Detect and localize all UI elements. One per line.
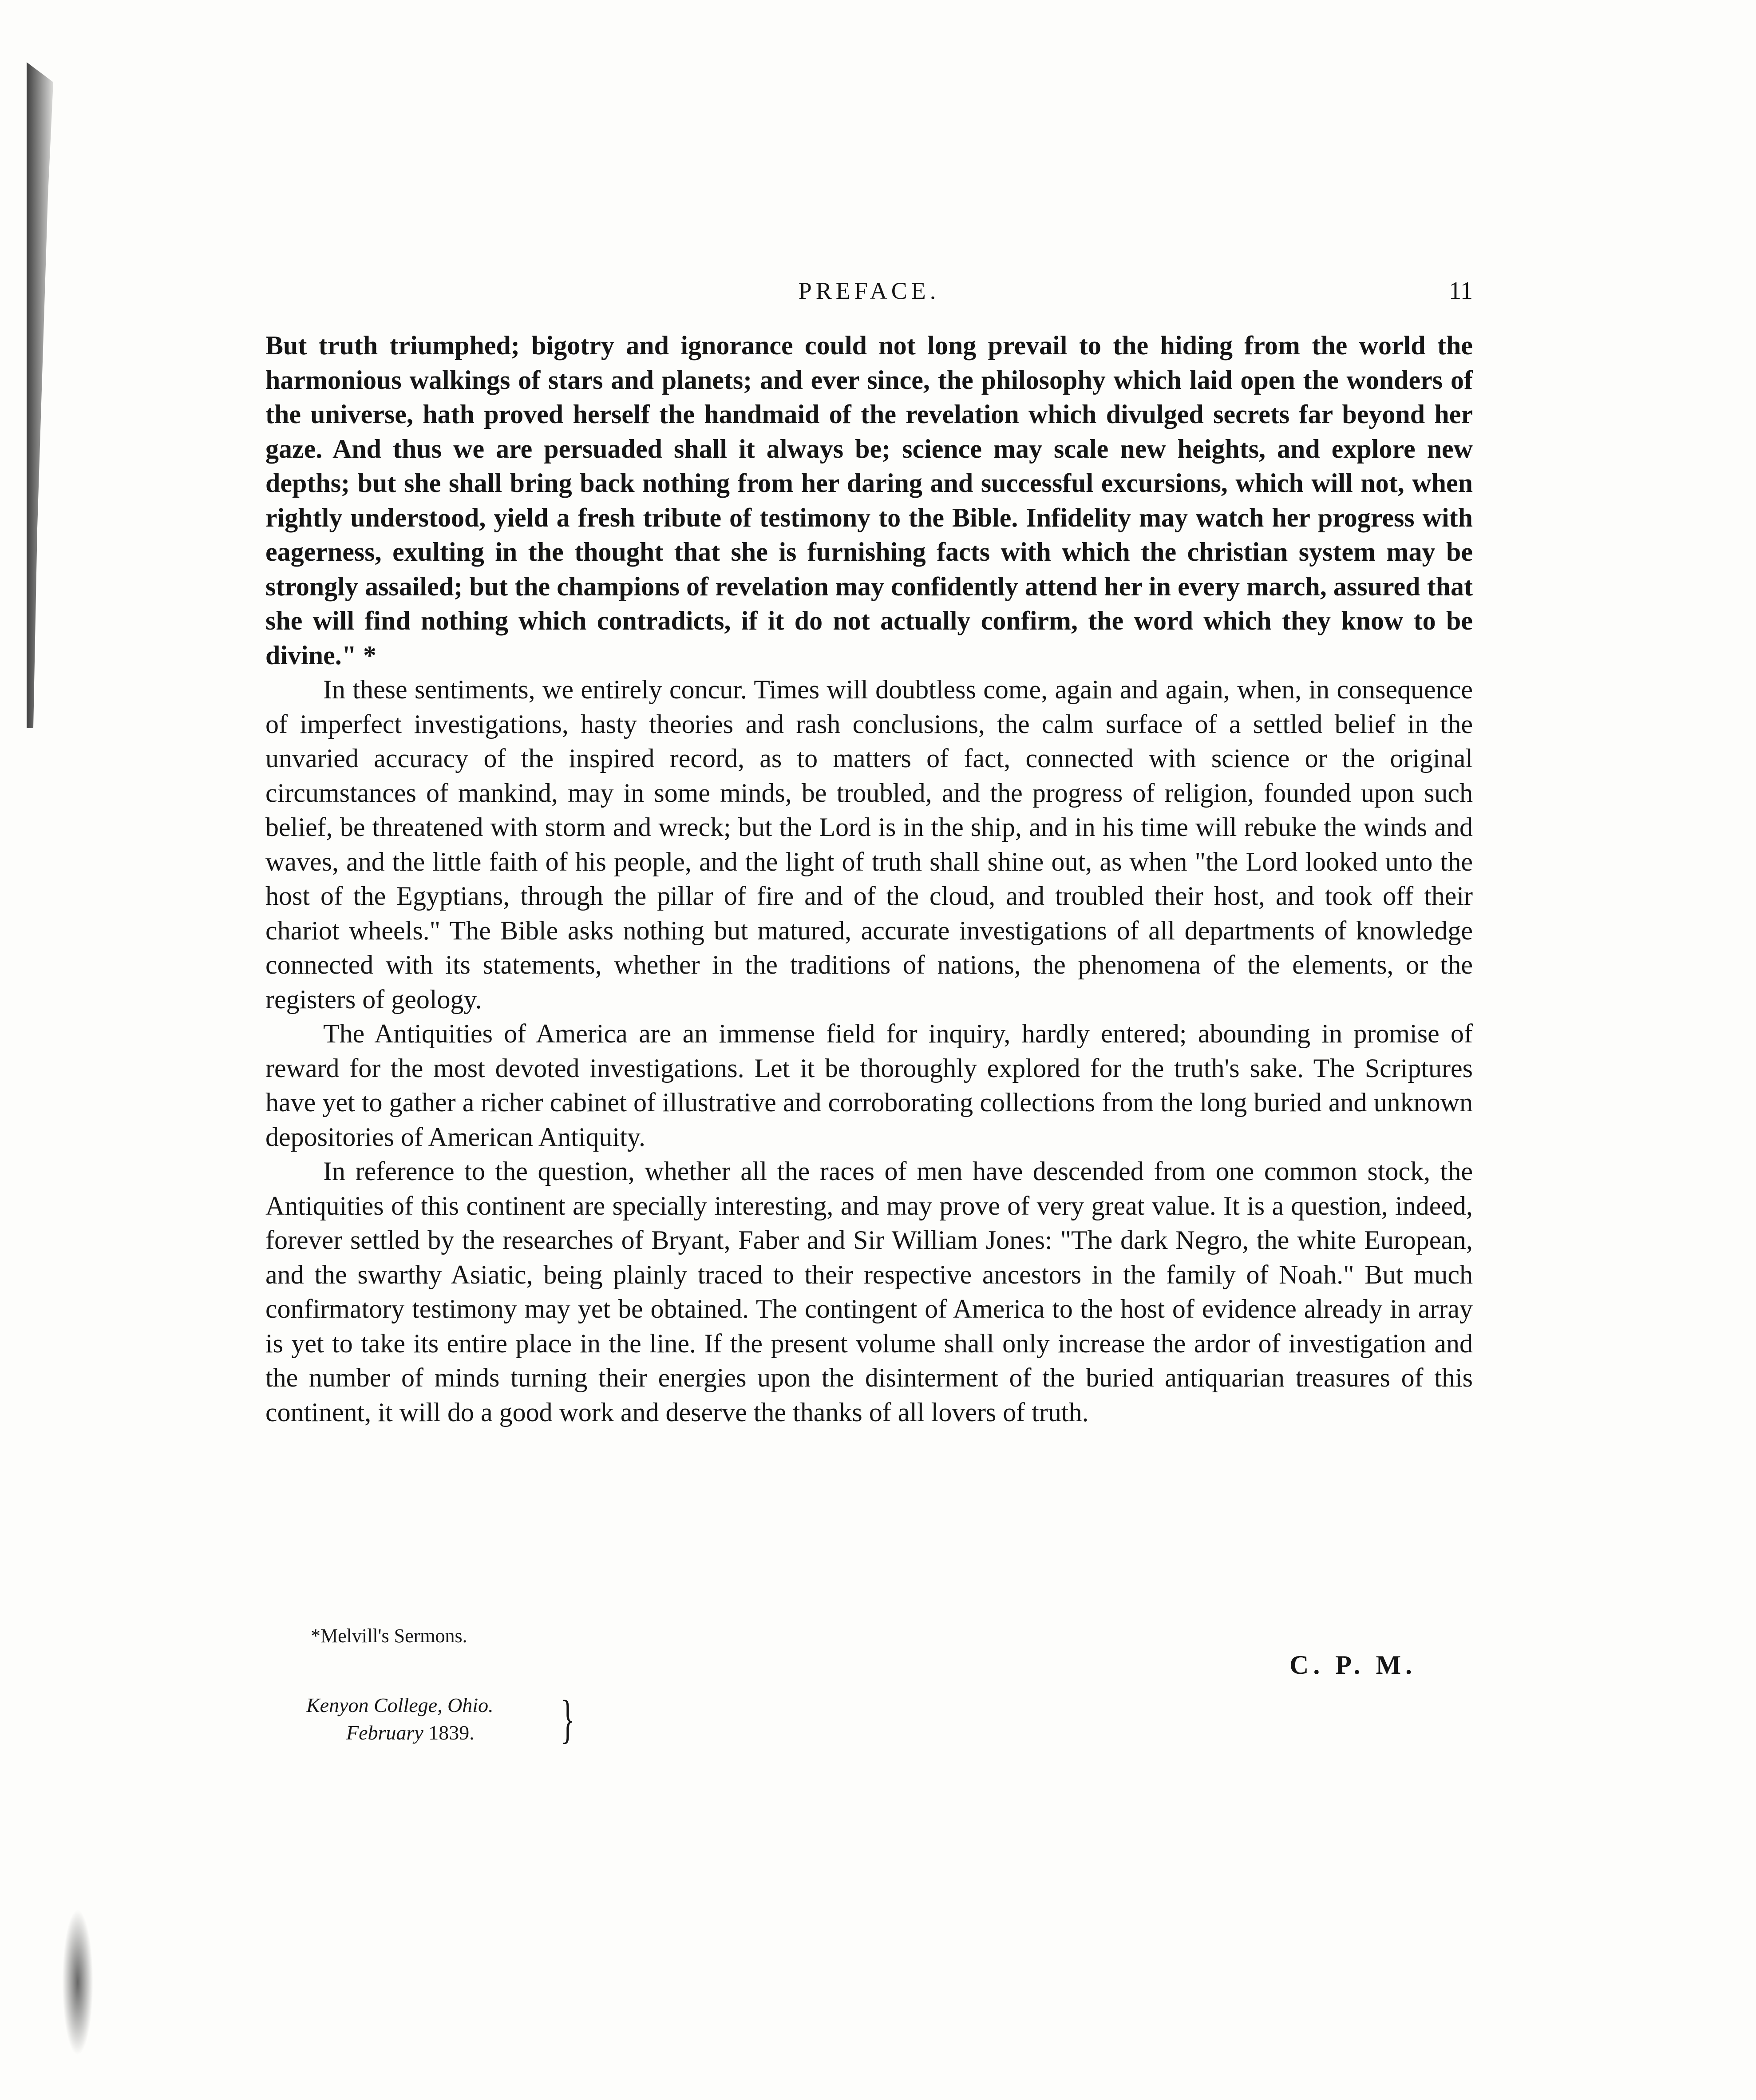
date-month: February	[346, 1721, 423, 1744]
date-line	[346, 1719, 475, 1747]
paragraph-2: In these sentiments, we entirely concur. Times will doubtless come, again and again, when, in consequence of imperfect investigations, hasty theories and rash conclusions, the calm surface of a settled belief in the unvaried accuracy of the inspired record, as to matters of fact, connected with science or the original circumstances of mankind, may in some minds, be troubled, and the progress of religion, founded upon such belief, be threatened with storm and wreck; but the Lord is in the ship, and in his time will rebuke the winds and waves, and the little faith of his people, and the light of truth shall shine out, as when "the Lord looked unto the host of the Egyptians, through the pillar of fire and of the cloud, and troubled their host, and took off their chariot wheels." The Bible asks nothing but matured, accurate investigations of all departments of knowledge connected with its statements, whether in the traditions of nations, the phenomena of the elements, or the registers of geology.	[265, 675, 1473, 1014]
paragraph-1: But truth triumphed; bigotry and ignorance could not long prevail to the hiding from the world the harmonious walkings of stars and planets; and ever since, the philosophy which laid open the wonders of the universe, hath proved herself the handmaid of the revelation which divulged secrets far beyond her gaze. And thus we are persuaded shall it always be; science may scale new heights, and explore new depths; but she shall bring back nothing from her daring and successful excursions, which will not, when rightly understood, yield a fresh tribute of testimony to the Bible. Infidelity may watch her progress with eagerness, exulting in the thought that she is furnishing facts with which the christian system may be strongly assailed; but the champions of revelation may confidently attend her in every march, assured that she will find nothing which contradicts, if it do not actually confirm, the word which they know to be divine." *	[265, 331, 1473, 670]
page-number: 11	[1449, 277, 1473, 305]
paragraph-3: The Antiquities of America are an immense field for inquiry, hardly entered; abounding in promise of reward for the most devoted investigations. Let it be thoroughly explored for the truth's sake. The Scriptures have yet to gather a richer cabinet of illustrative and corroborating collections from the long buried and unknown depositories of American Antiquity.	[265, 1019, 1473, 1152]
footnote: *Melvill's Sermons.	[311, 1625, 467, 1647]
signature-initials: C. P. M.	[1289, 1650, 1417, 1680]
date-year: 1839.	[428, 1721, 475, 1744]
page-header	[265, 273, 1473, 309]
place-line: Kenyon College, Ohio.	[306, 1694, 494, 1716]
scan-shadow-bottom-left	[62, 1909, 93, 2056]
scan-shadow-left	[27, 62, 53, 728]
running-title: PREFACE.	[798, 277, 940, 304]
brace-symbol: }	[560, 1689, 575, 1748]
body-text	[265, 329, 1473, 1430]
place-date-block	[306, 1689, 590, 1758]
paragraph-4: In reference to the question, whether all the races of men have descended from one common stock, the Antiquities of this continent are specially interesting, and may prove of very great value. It is a question, indeed, forever settled by the researches of Bryant, Faber and Sir William Jones: "The dark Negro, the white European, and the swarthy Asiatic, being plainly traced to their respective ancestors in the family of Noah." But much confirmatory testimony may yet be obtained. The contingent of America to the host of evidence already in array is yet to take its entire place in the line. If the present volume shall only increase the ardor of investigation and the number of minds turning their energies upon the disinterment of the buried antiquarian treasures of this continent, it will do a good work and deserve the thanks of all lovers of truth.	[265, 1157, 1473, 1427]
